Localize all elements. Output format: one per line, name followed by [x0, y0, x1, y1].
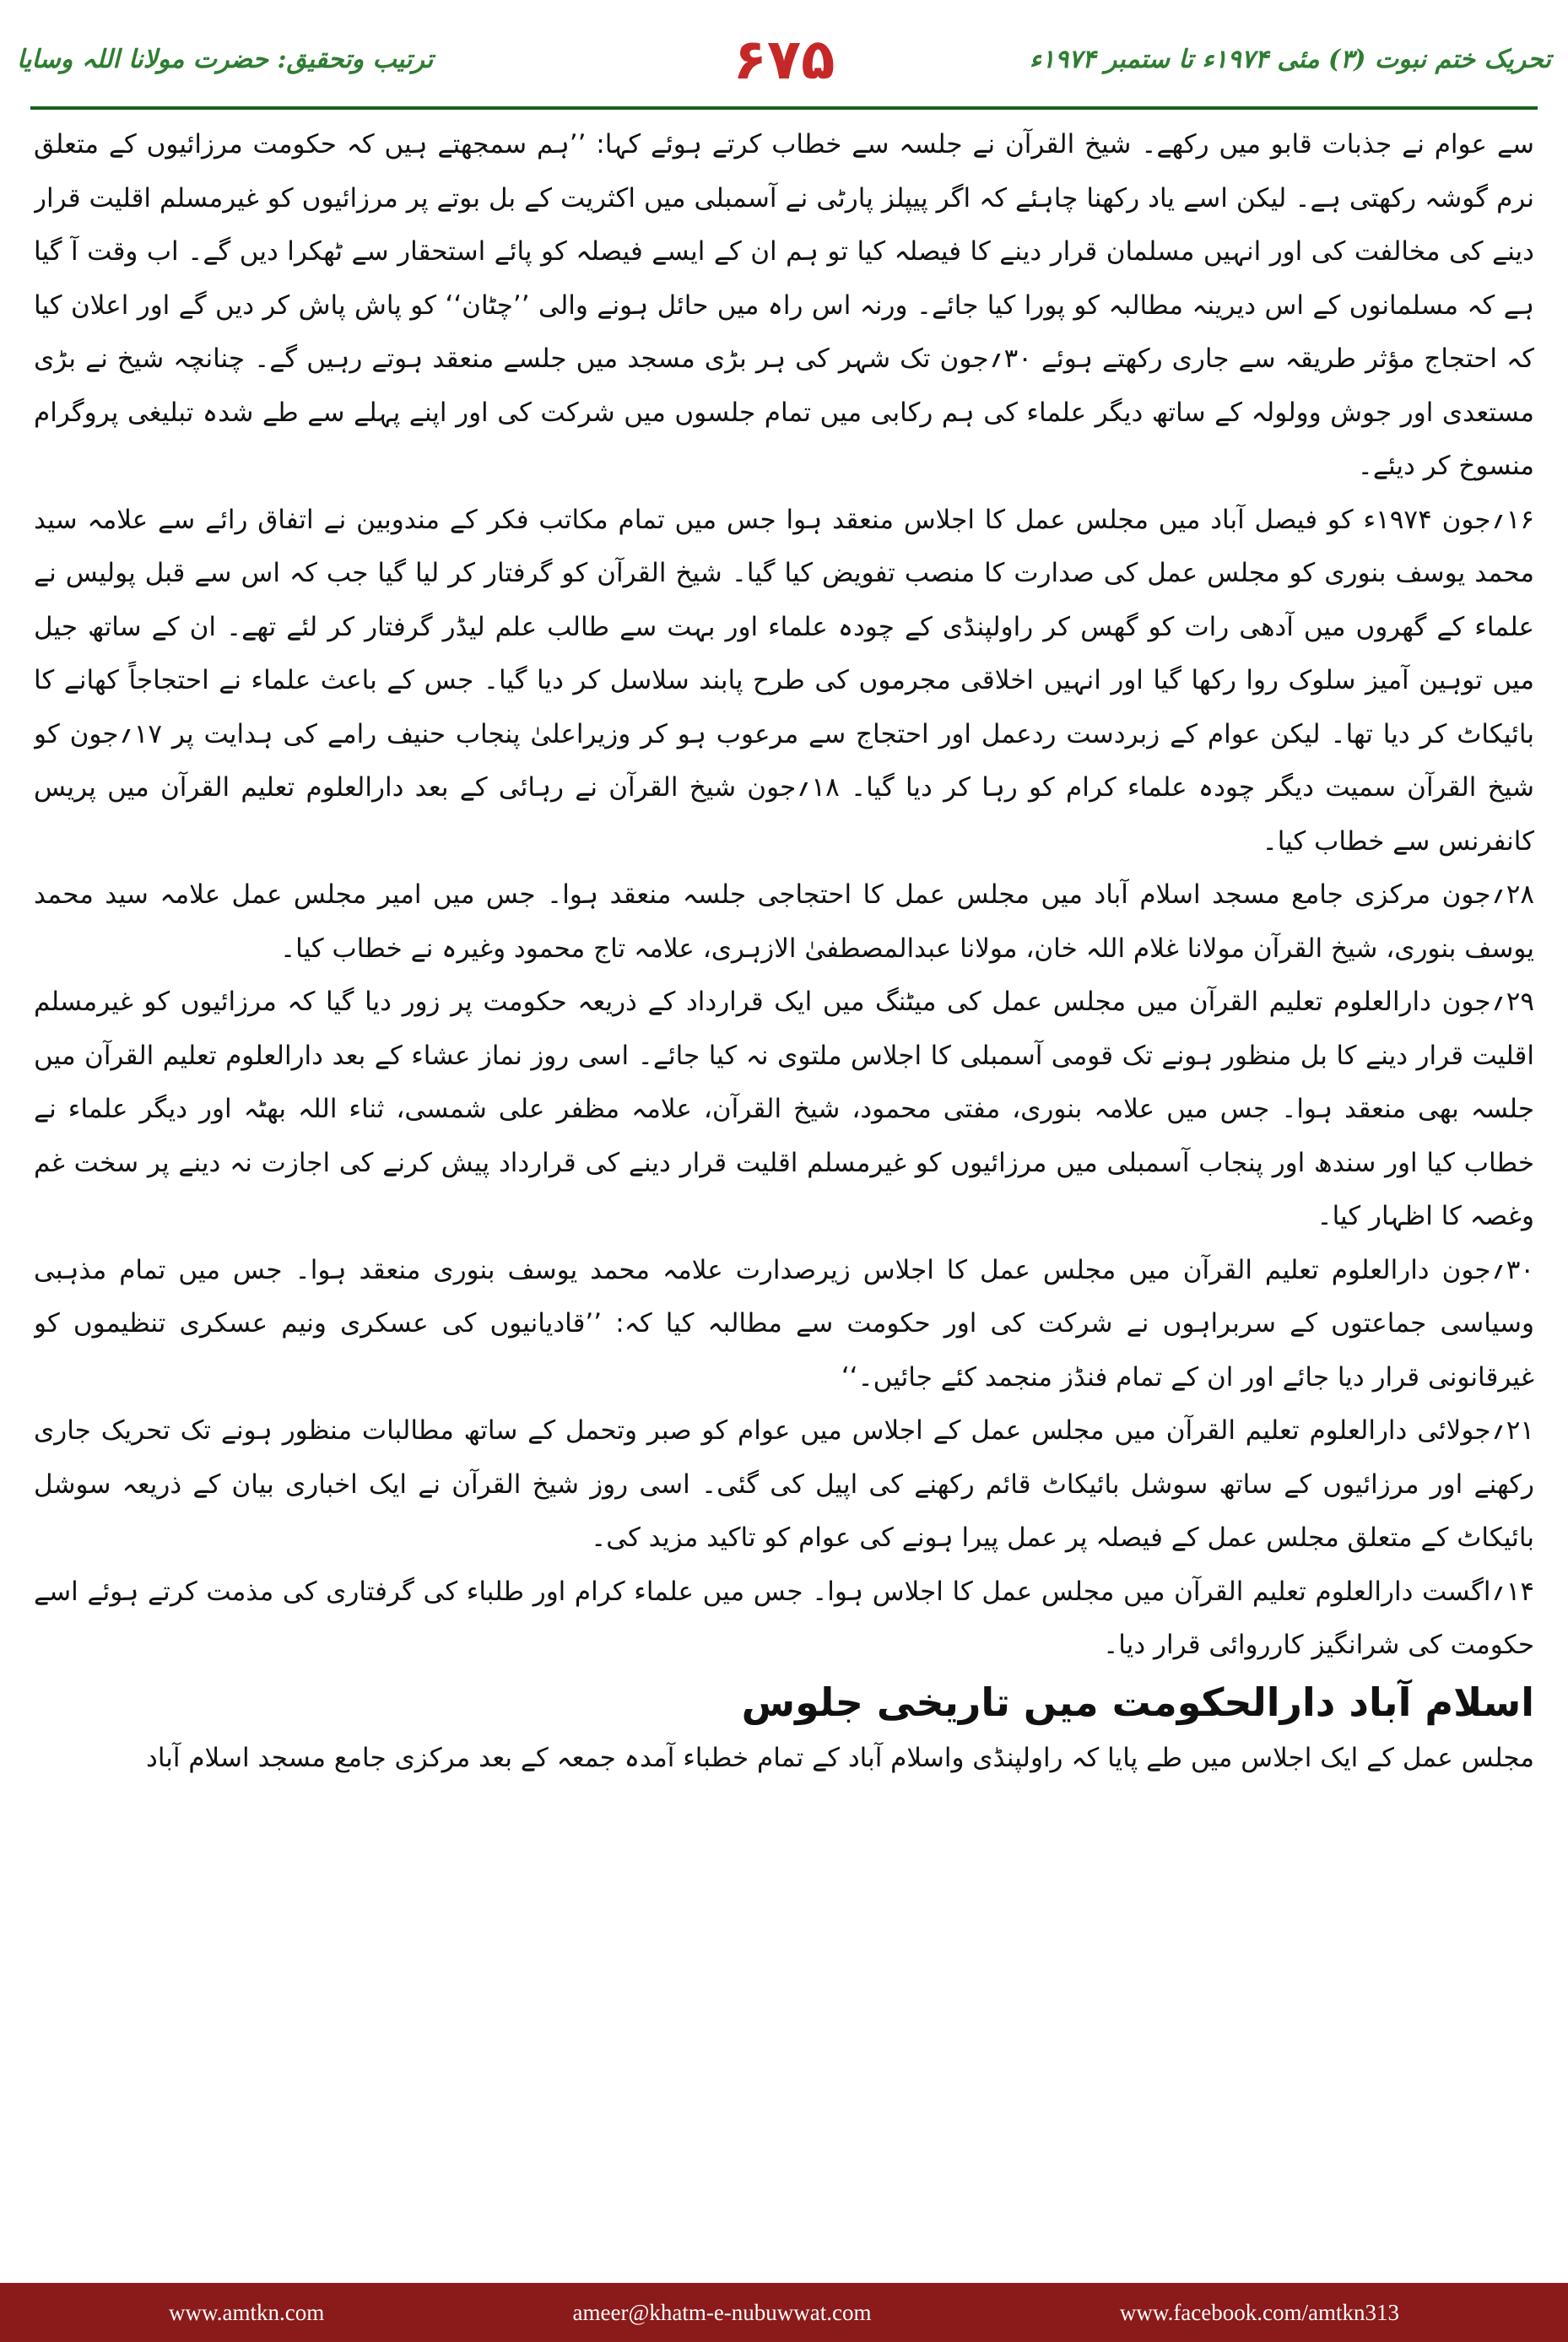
email-link[interactable]: ameer@khatm-e-nubuwwat.com	[572, 2299, 872, 2325]
header-divider	[30, 106, 1538, 110]
paragraph-7: ۱۴؍اگست دارالعلوم تعلیم القرآن میں مجلس عمل کا اجلاس ہوا۔ جس میں علماء کرام اور طلباء کی گرفتاری کی مذمت کرتے ہوئے اسے حکومت کی شرانگیز کارروائی قرار دیا۔	[34, 1576, 1534, 1660]
paragraph-8: مجلس عمل کے ایک اجلاس میں طے پایا کہ راولپنڈی واسلام آباد کے تمام خطباء آمدہ جمعہ کے بعد مرکزی جامع مسجد اسلام آباد	[146, 1742, 1534, 1773]
website-link[interactable]: www.amtkn.com	[169, 2299, 325, 2325]
paragraph-1: سے عوام نے جذبات قابو میں رکھے۔ شیخ القرآن نے جلسہ سے خطاب کرتے ہوئے کہا: ’’ہم سمجھتے ہیں کہ حکومت مرزائیوں کے متعلق نرم گوشہ رکھتی ہے۔ لیکن اسے یاد رکھنا چاہئے کہ اگر پیپلز پارٹی نے آسمبلی میں اکثریت کے بل بوتے پر مرزائیوں کو غیرمسلم اقلیت قرار دینے کی مخالفت کی اور انہیں مسلمان قرار دینے کا فیصلہ کیا تو ہم ان کے ایسے فیصلہ کو پائے استحقار سے ٹھکرا دیں گے۔ اب وقت آ گیا ہے کہ مسلمانوں کے اس دیرینہ مطالبہ کو پورا کیا جائے۔ ورنہ اس راہ میں حائل ہونے والی ’’چٹان‘‘ کو پاش پاش کر دیں گے اور اعلان کیا کہ احتجاج مؤثر طریقہ سے جاری رکھتے ہوئے ۳۰؍جون تک شہر کی ہر بڑی مسجد میں جلسے منعقد ہوتے رہیں گے۔ چنانچہ شیخ نے بڑی مستعدی اور جوش وولولہ کے ساتھ دیگر علماء کی ہم رکابی میں تمام جلسوں میں شرکت کی اور اپنے پہلے سے طے شدہ تبلیغی پروگرام منسوخ کر دیئے۔	[34, 129, 1534, 481]
page-footer	[0, 2283, 1568, 2342]
page-number: ۶۷۵	[733, 26, 835, 92]
section-heading: اسلام آباد دارالحکومت میں تاریخی جلوس	[741, 1679, 1534, 1725]
paragraph-2: ۱۶؍جون ۱۹۷۴ء کو فیصل آباد میں مجلس عمل کا اجلاس منعقد ہوا جس میں تمام مکاتب فکر کے مندوبین نے اتفاق رائے سے علامہ سید محمد یوسف بنوری کو مجلس عمل کی صدارت کا منصب تفویض کیا گیا۔ شیخ القرآن کو گرفتار کر لیا گیا جب کہ اس سے قبل پولیس نے علماء کے گھروں میں آدھی رات کو گھس کر راولپنڈی کے چودہ علماء اور بہت سے طالب علم لیڈر گرفتار کر لئے تھے۔ ان کے ساتھ جیل میں توہین آمیز سلوک روا رکھا گیا اور انہیں اخلاقی مجرموں کی طرح پابند سلاسل کر دیا گیا۔ جس کے باعث علماء نے احتجاجاً کھانے کا بائیکاٹ کر دیا تھا۔ لیکن عوام کے زبردست ردعمل اور احتجاج سے مرعوب ہو کر وزیراعلیٰ پنجاب حنیف رامے کی ہدایت پر ۱۷؍جون کو شیخ القرآن سمیت دیگر چودہ علماء کرام کو رہا کر دیا گیا۔ ۱۸؍جون شیخ القرآن نے رہائی کے بعد دارالعلوم تعلیم القرآن میں پریس کانفرنس سے خطاب کیا۔	[34, 504, 1534, 857]
paragraph-4: ۲۹؍جون دارالعلوم تعلیم القرآن میں مجلس عمل کی میٹنگ میں ایک قرارداد کے ذریعہ حکومت پر زور دیا گیا کہ مرزائیوں کو غیرمسلم اقلیت قرار دینے کا بل منظور ہونے تک قومی آسمبلی کا اجلاس ملتوی نہ کیا جائے۔ اسی روز نماز عشاء کے بعد دارالعلوم تعلیم القرآن میں جلسہ بھی منعقد ہوا۔ جس میں علامہ بنوری، مفتی محمود، شیخ القرآن، علامہ مظفر علی شمسی، ثناء اللہ بھٹہ اور دیگر علماء نے خطاب کیا اور سندھ اور پنجاب آسمبلی میں مرزائیوں کو غیرمسلم اقلیت قرار دینے کی قرارداد پیش کرنے کی اجازت نہ دینے پر سخت غم وغصہ کا اظہار کیا۔	[34, 987, 1534, 1231]
book-title: تحریک ختم نبوت (۳) مئی ۱۹۷۴ء تا ستمبر ۱۹۷۴ء	[1029, 44, 1551, 74]
page-body	[34, 118, 1534, 2259]
page-header	[17, 15, 1551, 103]
facebook-link[interactable]: www.facebook.com/amtkn313	[1119, 2299, 1399, 2325]
paragraph-5: ۳۰؍جون دارالعلوم تعلیم القرآن میں مجلس عمل کا اجلاس زیرصدارت علامہ محمد یوسف بنوری منعقد ہوا۔ جس میں تمام مذہبی وسیاسی جماعتوں کے سربراہوں نے شرکت کی اور حکومت سے مطالبہ کیا کہ: ’’قادیانیوں کی عسکری ونیم عسکری تنظیموں کو غیرقانونی قرار دیا جائے اور ان کے تمام فنڈز منجمد کئے جائیں۔‘‘	[34, 1254, 1534, 1393]
paragraph-3: ۲۸؍جون مرکزی جامع مسجد اسلام آباد میں مجلس عمل کا احتجاجی جلسہ منعقد ہوا۔ جس میں امیر مجلس عمل علامہ سید محمد یوسف بنوری، شیخ القرآن مولانا غلام اللہ خان، مولانا عبدالمصطفیٰ الازہری، علامہ تاج محمود وغیرہ نے خطاب کیا۔	[34, 879, 1534, 964]
compiler-credit: ترتیب وتحقیق: حضرت مولانا اللہ وسایا	[17, 44, 434, 74]
paragraph-6: ۲۱؍جولائی دارالعلوم تعلیم القرآن میں مجلس عمل کے اجلاس میں عوام کو صبر وتحمل کے ساتھ مطالبات منظور ہونے تک تحریک جاری رکھنے اور مرزائیوں کے ساتھ سوشل بائیکاٹ قائم رکھنے کی اپیل کی گئی۔ اسی روز شیخ القرآن نے ایک اخباری بیان کے ذریعہ سوشل بائیکاٹ کے متعلق مجلس عمل کے فیصلہ پر عمل پیرا ہونے کی عوام کو تاکید مزید کی۔	[34, 1415, 1534, 1553]
